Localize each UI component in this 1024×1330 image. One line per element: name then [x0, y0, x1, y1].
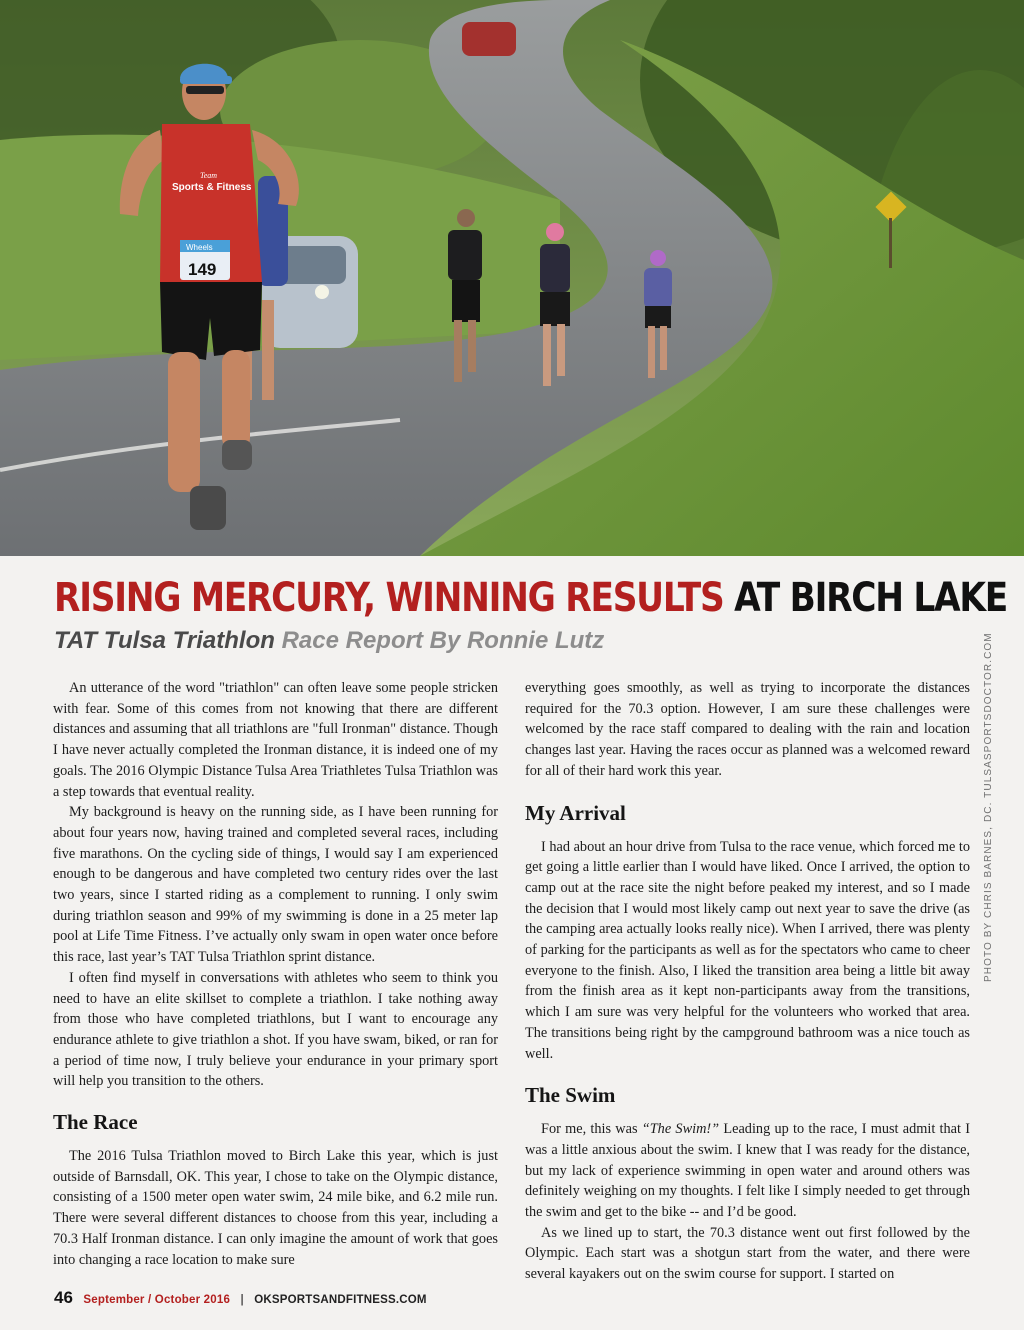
swim-paragraph-2: As we lined up to start, the 70.3 distance went out first followed by the Olympic. Each start was a shotgun start from the water, and there were several kayakers out on the swim course for support. I started on [525, 1224, 970, 1283]
website-link[interactable]: OKSPORTSANDFITNESS.COM [254, 1294, 427, 1306]
swim-paragraph-1 [525, 1119, 970, 1223]
arrival-paragraph: I had about an hour drive from Tulsa to the race venue, which forced me to get going a little earlier than I would have liked. Once I arrived, the option to camp out at the race site the night before peaked my interest, and so I made the decision that I would most likely camp out next year to save the drive (as the camping area actually looks really nice). When I arrived, there was plenty of parking for the participants as well as for the spectators who came to cheer everyone to the finish. Also, I liked the transition area being a little bit away from the finish area as it kept non-participants away from the transitions, which I am sure was very helpful for the volunteers who worked that area. The transitions being right by the campground bathroom was a nice touch as well. [525, 838, 970, 1062]
page-footer [54, 1288, 427, 1308]
jersey-team-text: Team [200, 171, 218, 180]
right-column [525, 678, 970, 1285]
footer-separator: | [240, 1294, 244, 1306]
article-title [54, 572, 1007, 624]
race-photo-illustration [0, 0, 1024, 556]
title-black-part: AT BIRCH LAKE [734, 575, 1007, 621]
continuation-paragraph: everything goes smoothly, as well as trying to incorporate the distances required for the 70.3 option. However, I am sure these challenges were welcomed by the race staff compared to dealing with the rain and location changes last year. Having the races occur as planned was a welcomed reward for all of their hard work this year. [525, 680, 970, 779]
encouragement-paragraph: I often find myself in conversations with athletes who seem to think you need to have an elite skillset to complete a triathlon. I take nothing away from those who have completed triathlons, but I want to encourage any endurance athlete to give triathlon a shot. If you have swam, biked, or ran for a period of time now, I truly believe your endurance in your primary sport will help you transition to the others. [53, 969, 498, 1090]
jersey-brand-text: Sports & Fitness [172, 182, 252, 193]
section-heading-swim: The Swim [525, 1083, 616, 1108]
bib-header-text: Wheels [186, 243, 213, 252]
section-heading-arrival: My Arrival [525, 800, 626, 825]
issue-date: September / October 2016 [83, 1294, 231, 1306]
page-number: 46 [54, 1288, 73, 1307]
title-red-part: RISING MERCURY, WINNING RESULTS [54, 575, 724, 621]
swim-p1-emphasis: “The Swim!” [641, 1121, 720, 1138]
intro-paragraph: An utterance of the word "triathlon" can often leave some people stricken with fear. Some of this comes from not knowing that there are different distances and assuming that all triathlons are "full Ironman" distance. Though I have never actually completed the Ironman distance, it is indeed one of my goals. The 2016 Olympic Distance Tulsa Area Triathletes Tulsa Triathlon was a step towards that eventual reality. [53, 680, 498, 800]
subtitle-byline: Race Report By Ronnie Lutz [281, 627, 605, 654]
swim-p1-start: For me, this was [541, 1121, 642, 1138]
swim-p1-rest: Leading up to the race, I must admit that I was a little anxious about the swim. I knew that I was ready for the distance, but my lack of experience swimming in open water and around others was definitely weighing on my thoughts. I felt like I simply needed to get through the swim and get to the bike -- and I’d be good. [525, 1121, 970, 1221]
photo-credit: PHOTO BY CHRIS BARNES, DC. TULSASPORTSDOCTOR.COM [983, 632, 994, 982]
article-subtitle [54, 624, 954, 658]
subtitle-event: TAT Tulsa Triathlon [54, 627, 275, 654]
hero-photo [0, 0, 1024, 556]
bib-number: 149 [188, 260, 217, 279]
section-heading-race: The Race [53, 1110, 138, 1135]
background-paragraph: My background is heavy on the running side, as I have been running for about four years now, having trained and completed several races, including five marathons. On the cycling side of things, I would say I am experienced enough to be dangerous and have completed two century rides over the last two years, since I started riding as a complement to running. I only swim during triathlon season and 99% of my swimming is done in a 25 meter lap pool at Life Time Fitness. I’ve actually only swam in open water once before this race, last year’s TAT Tulsa Triathlon sprint distance. [53, 804, 498, 966]
left-column [53, 678, 498, 1270]
race-paragraph: The 2016 Tulsa Triathlon moved to Birch Lake this year, which is just outside of Barnsdall, OK. This year, I chose to take on the Olympic distance, consisting of a 1500 meter open water swim, 24 mile bike, and 6.2 mile run. There were several different distances to choose from this year, including a 70.3 Half Ironman distance. I can only imagine the amount of work that goes into changing a race location to make sure [53, 1148, 498, 1268]
